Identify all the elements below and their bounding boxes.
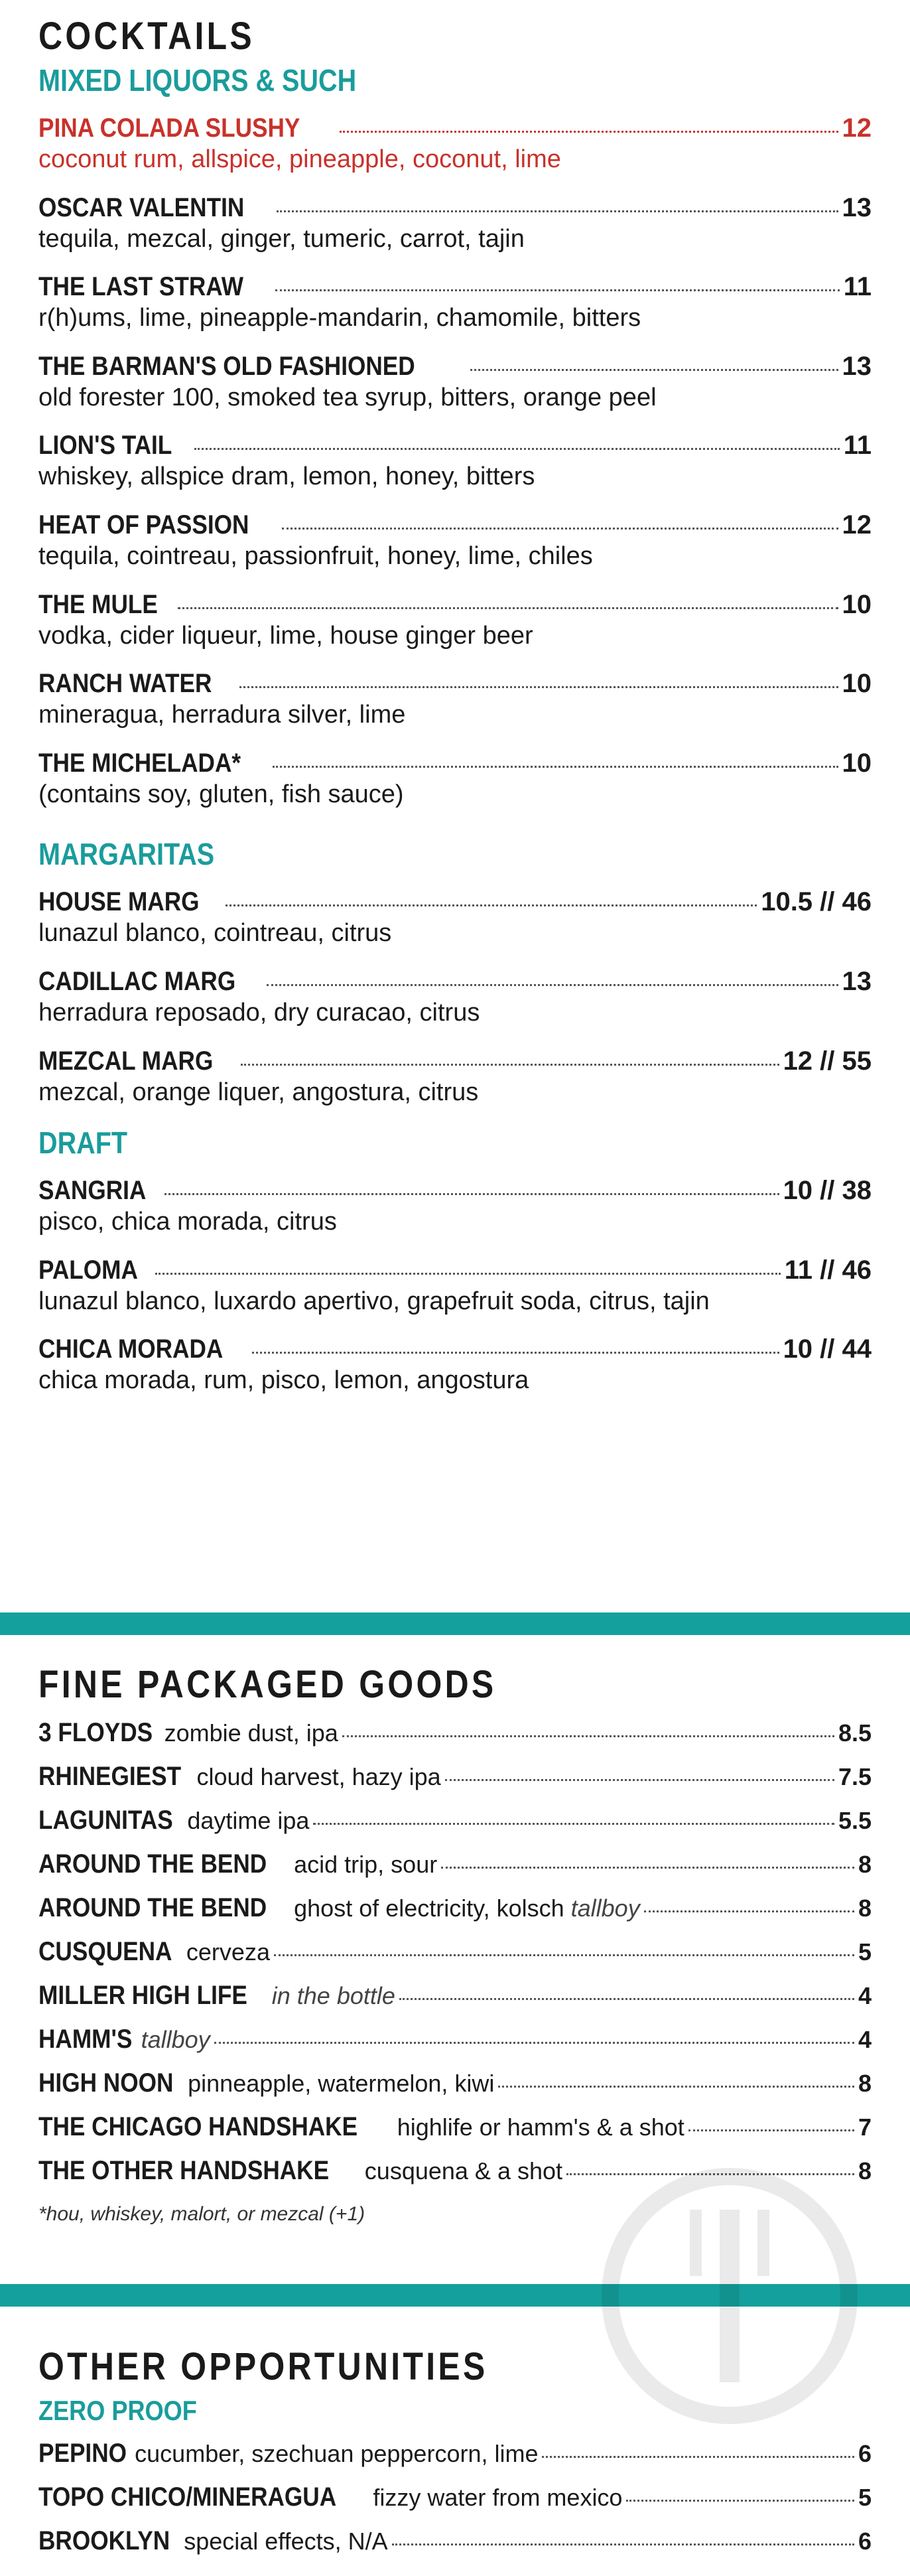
item-description: daytime ipa [187, 1807, 310, 1834]
dot-leader [277, 210, 838, 212]
item-description: old forester 100, smoked tea syrup, bitters, orange peel [38, 383, 657, 411]
menu-item [38, 192, 872, 255]
item-name: RHINEGIEST [38, 1762, 182, 1791]
item-name: CUSQUENA [38, 1937, 172, 1966]
item-name: HIGH NOON [38, 2068, 174, 2098]
item-description: cusquena & a shot [364, 2157, 563, 2184]
item-description: cloud harvest, hazy ipa [196, 1763, 441, 1790]
margaritas-list [38, 887, 872, 1108]
menu-item [38, 887, 872, 949]
dot-leader [267, 984, 838, 986]
dot-leader [342, 1735, 834, 1737]
item-price: 10 // 44 [783, 1334, 872, 1364]
dot-leader [313, 1823, 834, 1825]
fork-watermark-icon [584, 2150, 876, 2575]
item-description: r(h)ums, lime, pineapple-mandarin, chamomile, bitters [38, 304, 641, 332]
item-description: fizzy water from mexico [373, 2484, 623, 2511]
item-price: 8 [858, 2157, 872, 2184]
dot-leader [282, 528, 838, 530]
item-name: CADILLAC MARG [38, 966, 236, 996]
item-price: 12 // 55 [783, 1046, 872, 1076]
item-description: cucumber, szechuan peppercorn, lime [135, 2440, 539, 2467]
draft-heading: DRAFT [38, 1125, 128, 1161]
list-item [38, 1717, 872, 1748]
menu-item [38, 351, 872, 413]
item-name: MEZCAL MARG [38, 1046, 214, 1076]
item-name: LION'S TAIL [38, 431, 172, 461]
dot-leader [155, 1273, 780, 1275]
item-description: zombie dust, ipa [164, 1719, 338, 1747]
mixed-liquors-list [38, 113, 872, 810]
item-price: 8 [858, 2070, 872, 2097]
menu-item [38, 1175, 872, 1238]
item-price: 5 [858, 1938, 872, 1966]
item-note: tallboy [570, 1895, 640, 1922]
menu-item [38, 748, 872, 810]
item-description: highlife or hamm's & a shot [397, 2113, 684, 2141]
item-price: 5 [858, 2484, 872, 2511]
item-name: TOPO CHICO/MINERAGUA [38, 2482, 337, 2512]
menu-item [38, 430, 872, 492]
item-name: OSCAR VALENTIN [38, 192, 245, 222]
list-item [38, 1849, 872, 1879]
item-price: 10.5 // 46 [761, 887, 872, 917]
item-description: herradura reposado, dry curacao, citrus [38, 998, 480, 1027]
packaged-section [38, 1663, 872, 2226]
item-price: 13 [842, 192, 872, 222]
item-name: RANCH WATER [38, 669, 212, 699]
item-price: 12 [842, 113, 872, 143]
item-description: ghost of electricity, kolsch [294, 1895, 564, 1922]
item-description: lunazul blanco, luxardo apertivo, grapefruit soda, citrus, tajin [38, 1287, 710, 1315]
item-name: LAGUNITAS [38, 1806, 173, 1835]
zero-proof-heading: ZERO PROOF [38, 2395, 197, 2426]
dot-leader [241, 1064, 779, 1066]
item-name: THE BARMAN'S OLD FASHIONED [38, 351, 415, 381]
item-price: 10 // 38 [783, 1176, 872, 1206]
cocktails-title: COCKTAILS [38, 15, 255, 58]
dot-leader [340, 131, 838, 133]
item-name: THE MULE [38, 589, 158, 619]
item-price: 10 [842, 589, 872, 619]
item-name: THE CHICAGO HANDSHAKE [38, 2112, 358, 2141]
cocktails-section [38, 17, 872, 1396]
list-item [38, 1936, 872, 1967]
item-price: 8.5 [838, 1719, 872, 1747]
item-description: whiskey, allspice dram, lemon, honey, bitters [38, 463, 535, 491]
item-price: 8 [858, 1851, 872, 1878]
menu-item [38, 510, 872, 572]
item-description: lunazul blanco, cointreau, citrus [38, 919, 392, 948]
dot-leader [688, 2129, 854, 2131]
item-name: CHICA MORADA [38, 1334, 224, 1364]
item-price: 5.5 [838, 1807, 872, 1834]
dot-leader [470, 369, 838, 371]
menu-item [38, 271, 872, 334]
item-price: 13 [842, 351, 872, 381]
packaged-list [38, 1717, 872, 2186]
item-description: (contains soy, gluten, fish sauce) [38, 780, 404, 808]
item-note: tallboy [141, 2026, 210, 2053]
item-description: tequila, mezcal, ginger, tumeric, carrot, tajin [38, 224, 525, 253]
item-description: chica morada, rum, pisco, lemon, angostura [38, 1366, 529, 1395]
item-description: vodka, cider liqueur, lime, house ginger beer [38, 621, 533, 650]
item-description: mezcal, orange liquer, angostura, citrus [38, 1078, 479, 1106]
item-name: THE MICHELADA* [38, 748, 241, 778]
item-name: THE OTHER HANDSHAKE [38, 2156, 330, 2185]
item-name: AROUND THE BEND [38, 1849, 267, 1879]
packaged-title: FINE PACKAGED GOODS [38, 1663, 497, 1706]
list-item [38, 2111, 872, 2142]
list-item [38, 1805, 872, 1835]
item-name: PALOMA [38, 1255, 138, 1285]
item-price: 6 [858, 2440, 872, 2467]
dot-leader [399, 1998, 854, 2000]
item-description: pinneapple, watermelon, kiwi [188, 2070, 495, 2097]
item-name: HOUSE MARG [38, 887, 200, 917]
item-description: tequila, cointreau, passionfruit, honey, lime, chiles [38, 541, 593, 570]
dot-leader [498, 2086, 854, 2088]
menu-item [38, 668, 872, 731]
dot-leader [178, 607, 838, 609]
dot-leader [164, 1193, 779, 1195]
handshake-note: *hou, whiskey, malort, or mezcal (+1) [38, 2203, 365, 2225]
item-price: 4 [858, 1982, 872, 2009]
menu-item [38, 1255, 872, 1317]
dot-leader [275, 289, 840, 291]
dot-leader [226, 904, 757, 906]
dot-leader [239, 686, 838, 688]
item-price: 13 [842, 966, 872, 996]
item-name: BROOKLYN [38, 2526, 170, 2555]
other-title: OTHER OPPORTUNITIES [38, 2345, 488, 2388]
item-price: 11 [843, 272, 872, 302]
list-item [38, 2068, 872, 2098]
mixed-liquors-heading: MIXED LIQUORS & SUCH [38, 63, 357, 98]
item-name: HAMM'S [38, 2025, 133, 2054]
item-name: PEPINO [38, 2439, 127, 2468]
item-price: 12 [842, 510, 872, 539]
menu-item [38, 1046, 872, 1108]
dot-leader [273, 766, 838, 768]
draft-list [38, 1175, 872, 1396]
dot-leader [252, 1352, 779, 1354]
item-name: MILLER HIGH LIFE [38, 1981, 247, 2010]
item-price: 10 [842, 669, 872, 699]
item-name: HEAT OF PASSION [38, 510, 249, 539]
dot-leader [441, 1867, 854, 1869]
item-price: 10 [842, 748, 872, 778]
section-divider [0, 1612, 910, 1635]
item-price: 11 [843, 431, 872, 461]
menu-item [38, 589, 872, 652]
menu-item [38, 1334, 872, 1396]
item-price: 6 [858, 2528, 872, 2555]
item-name: PINA COLADA SLUSHY [38, 113, 300, 143]
item-description: coconut rum, allspice, pineapple, coconut, lime [38, 145, 561, 173]
margaritas-heading: MARGARITAS [38, 837, 215, 872]
item-price: 11 // 46 [784, 1255, 872, 1285]
list-item [38, 1980, 872, 2011]
item-price: 4 [858, 2026, 872, 2053]
item-description: special effects, N/A [184, 2528, 388, 2555]
menu-item [38, 966, 872, 1029]
item-description: pisco, chica morada, citrus [38, 1208, 337, 1236]
list-item [38, 2024, 872, 2054]
item-price: 7.5 [838, 1763, 872, 1790]
list-item [38, 1893, 872, 1923]
dot-leader [214, 2042, 854, 2044]
item-price: 8 [858, 1895, 872, 1922]
dot-leader [445, 1779, 834, 1781]
dot-leader [274, 1954, 854, 1956]
item-note: in the bottle [271, 1982, 395, 2009]
menu-item [38, 113, 872, 175]
list-item [38, 1761, 872, 1792]
item-description: mineragua, herradura silver, lime [38, 701, 406, 729]
item-name: 3 FLOYDS [38, 1718, 153, 1747]
item-description: cerveza [186, 1938, 270, 1966]
dot-leader [194, 448, 840, 450]
item-description: acid trip, sour [294, 1851, 438, 1878]
dot-leader [644, 1910, 854, 1912]
item-name: SANGRIA [38, 1176, 147, 1206]
item-name: AROUND THE BEND [38, 1893, 267, 1922]
item-price: 7 [858, 2113, 872, 2141]
item-name: THE LAST STRAW [38, 272, 243, 302]
